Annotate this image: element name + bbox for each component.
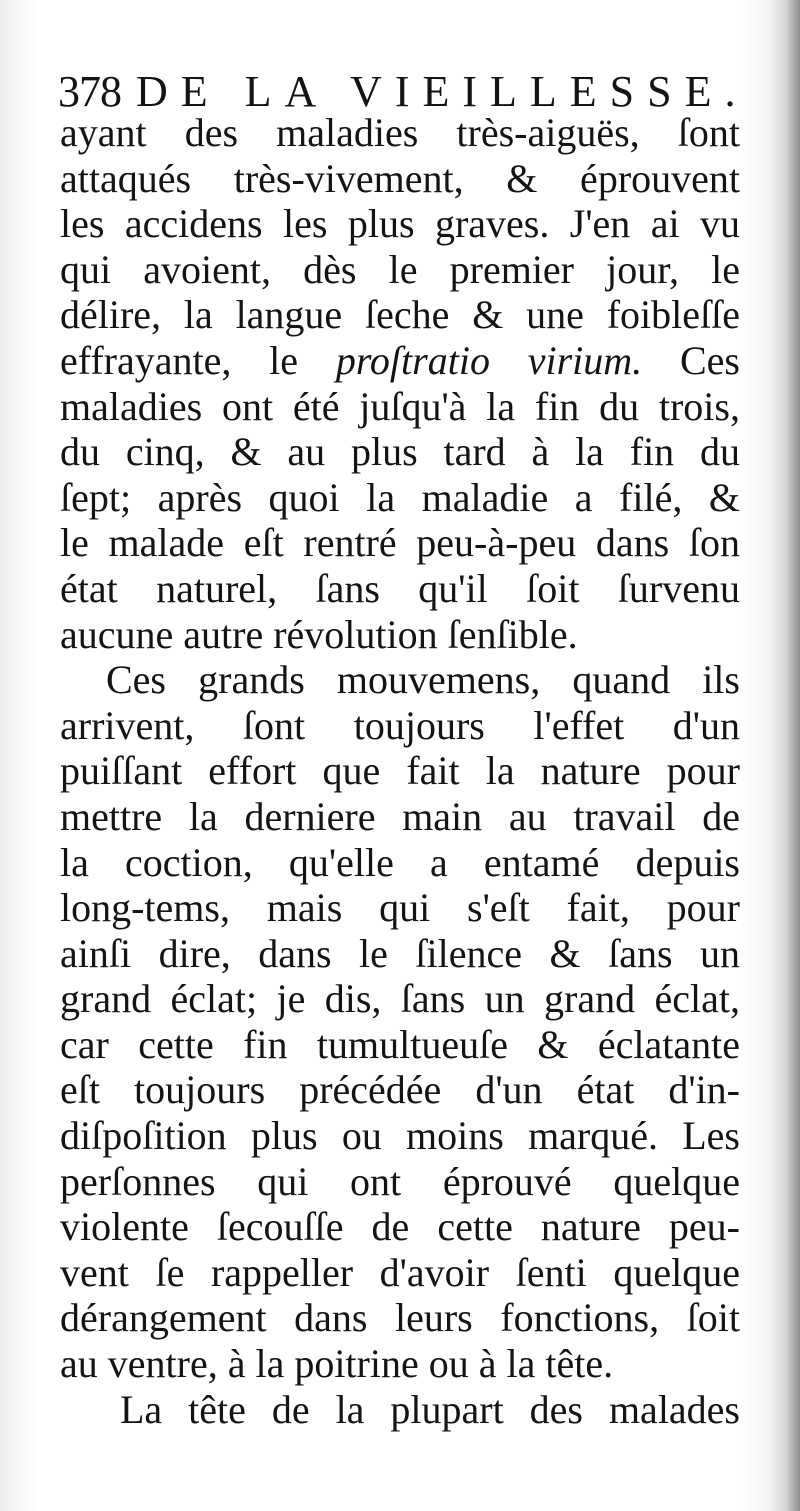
text-line: délire, la langue ſeche & une foibleſſe <box>60 292 740 338</box>
text-line: eſt toujours précédée d'un état d'in- <box>60 1067 740 1113</box>
text-fragment: Ces <box>642 337 740 383</box>
text-line: mettre la derniere main au travail de <box>60 793 740 839</box>
italic-latin-phrase: proſtratio virium. <box>335 337 643 383</box>
text-line: le malade eſt rentré peu-à-peu dans ſon <box>60 520 740 566</box>
text-line: vent ſe rappeller d'avoir ſenti quelque <box>60 1249 740 1295</box>
text-line: puiſſant effort que fait la nature pour <box>60 748 740 794</box>
text-line: du cinq, & au plus tard à la fin du <box>60 429 740 475</box>
page-number: 378 <box>58 67 121 116</box>
text-line: maladies ont été juſqu'à la fin du trois, <box>60 383 740 429</box>
paragraph-end-line: au ventre, à la poitrine ou à la tête. <box>60 1341 614 1387</box>
text-line: qui avoient, dès le premier jour, le <box>60 246 740 292</box>
text-line: perſonnes qui ont éprouvé quelque <box>60 1158 740 1204</box>
text-line: les accidens les plus graves. J'en ai vu <box>60 201 740 247</box>
text-line: dérangement dans leurs fonctions, ſoit <box>60 1295 740 1341</box>
text-line-with-italic <box>60 338 740 384</box>
text-line: violente ſecouſſe de cette nature peu- <box>60 1204 740 1250</box>
paragraph-end-line: aucune autre révolution ſenſible. <box>60 611 578 657</box>
page-spine-shadow <box>768 0 800 1511</box>
text-line: la coction, qu'elle a entamé depuis <box>60 839 740 885</box>
paragraph-start-line: Ces grands mouvemens, quand ils <box>106 657 740 703</box>
text-line: attaqués très-vivement, & éprouvent <box>60 155 740 201</box>
body-text <box>60 110 740 1432</box>
text-line: ſept; après quoi la maladie a filé, & <box>60 474 740 520</box>
text-line: long-tems, mais qui s'eſt fait, pour <box>60 885 740 931</box>
text-line: état naturel, ſans qu'il ſoit ſurvenu <box>60 565 740 611</box>
text-line: diſpoſition plus ou moins marqué. Les <box>60 1113 740 1159</box>
text-line: car cette fin tumultueuſe & éclatante <box>60 1021 740 1067</box>
running-title: DE LA VIEILLESSE. <box>136 67 749 116</box>
text-line: arrivent, ſont toujours l'effet d'un <box>60 702 740 748</box>
text-line: ayant des maladies très-aiguës, ſont <box>60 110 740 155</box>
text-line: grand éclat; je dis, ſans un grand éclat, <box>60 976 740 1022</box>
text-line: ainſi dire, dans le ſilence & ſans un <box>60 930 740 976</box>
paragraph-start-line: La tête de la plupart des malades <box>120 1386 740 1432</box>
text-fragment: effrayante, le <box>60 337 336 383</box>
